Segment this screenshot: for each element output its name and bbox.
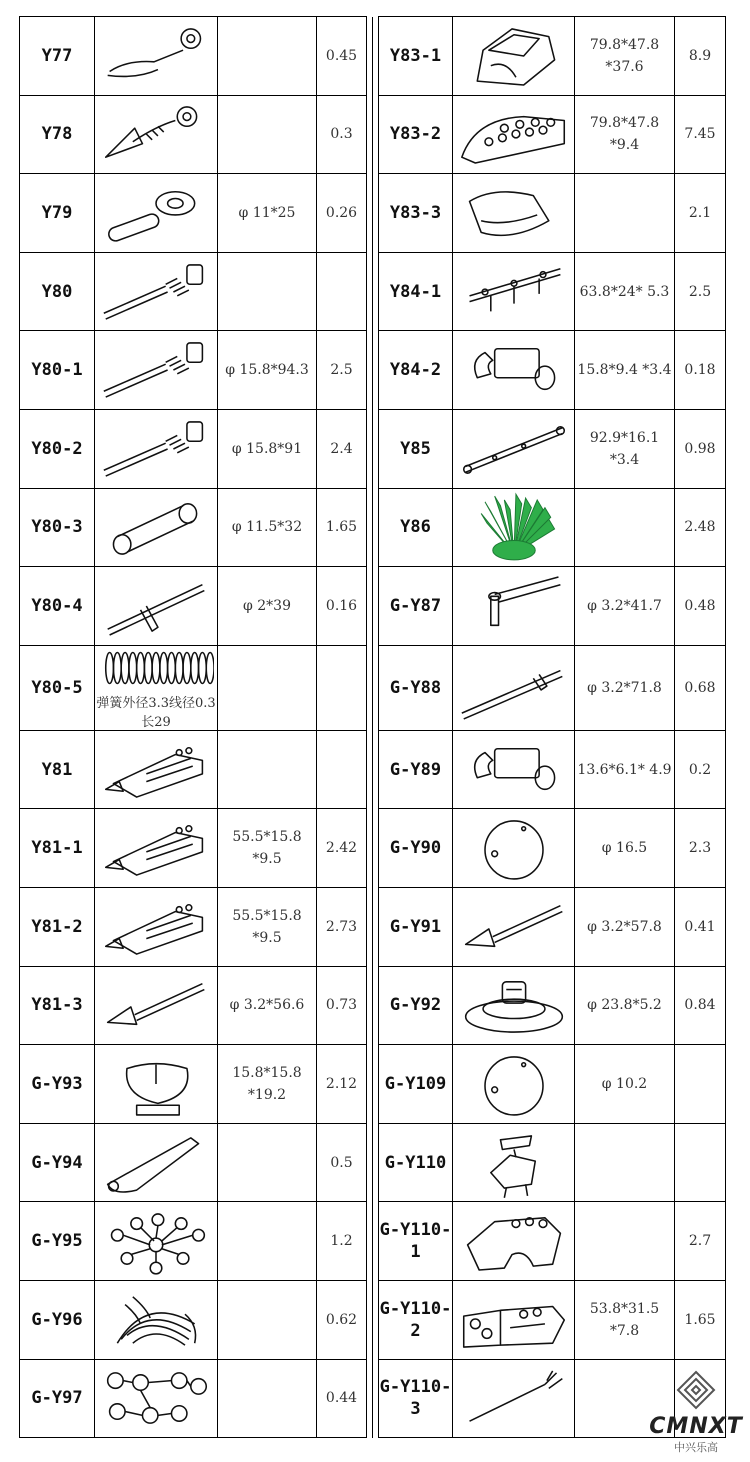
blaster-icon [98,891,214,963]
part-code: G-Y110-1 [379,1202,453,1281]
part-size: φ 16.5 [575,809,675,888]
part-weight: 2.48 [675,488,726,567]
part-size [218,1123,317,1202]
part-weight: 0.84 [675,966,726,1045]
part-size: 55.5*15.8 *9.5 [218,887,317,966]
part-image [95,488,218,567]
cockpit-icon [456,20,572,92]
arch-brick-icon [456,1205,572,1277]
part-weight [317,645,367,730]
part-image [453,887,575,966]
part-size: φ 3.2*41.7 [575,567,675,646]
part-image [453,730,575,809]
part-weight [675,1045,726,1124]
table-row [20,730,726,809]
part-code: Y83-2 [379,95,453,174]
part-weight: 2.7 [675,1202,726,1281]
threaded-rod-icon [98,256,214,328]
part-image [95,409,218,488]
part-code: G-Y89 [379,730,453,809]
horn-icon [98,1127,214,1199]
part-weight: 0.2 [675,730,726,809]
part-code: Y80-5 [20,645,95,730]
part-image [95,809,218,888]
part-weight: 7.45 [675,95,726,174]
clip-icon [456,734,572,806]
table-row [20,488,726,567]
part-image [453,1202,575,1281]
part-image [453,409,575,488]
sphere-icon [456,1048,572,1120]
dish-icon [456,969,572,1041]
part-code: G-Y110-2 [379,1280,453,1359]
part-size: 13.6*6.1* 4.9 [575,730,675,809]
part-image [95,17,218,96]
part-code: Y86 [379,488,453,567]
part-code: Y80-4 [20,567,95,646]
t-pin-icon [98,570,214,642]
bar-frame-icon [456,256,572,328]
part-code: G-Y90 [379,809,453,888]
part-image [453,1359,575,1438]
arrow-tip-icon [98,98,214,170]
part-weight: 0.5 [317,1123,367,1202]
watermark-logo-icon [676,1370,716,1410]
part-code: Y80 [20,252,95,331]
part-size: φ 3.2*57.8 [575,887,675,966]
spring-icon [98,646,214,690]
part-image [95,252,218,331]
bracket-icon [456,1127,572,1199]
part-code: G-Y94 [20,1123,95,1202]
tube-icon [98,491,214,563]
part-image [453,331,575,410]
part-image [453,17,575,96]
part-weight [317,252,367,331]
bowl-icon [98,1048,214,1120]
part-code: G-Y88 [379,645,453,730]
part-weight: 2.4 [317,409,367,488]
part-size [218,645,317,730]
part-weight: 0.44 [317,1359,367,1438]
part-image [95,567,218,646]
sphere-icon [456,812,572,884]
table-row [20,1202,726,1281]
part-weight: 2.5 [675,252,726,331]
part-code: G-Y87 [379,567,453,646]
part-code: G-Y95 [20,1202,95,1281]
flower-sprue-icon [98,1205,214,1277]
part-weight: 2.42 [317,809,367,888]
part-code: G-Y110 [379,1123,453,1202]
part-image [95,331,218,410]
part-size [575,174,675,253]
part-size: 79.8*47.8 *9.4 [575,95,675,174]
part-code: G-Y109 [379,1045,453,1124]
part-size [218,1280,317,1359]
part-size: φ 3.2*56.6 [218,966,317,1045]
antenna-icon [456,1362,572,1434]
table-row [20,1280,726,1359]
drill-tip-icon [98,969,214,1041]
part-code: G-Y97 [20,1359,95,1438]
part-size [575,488,675,567]
part-image [453,966,575,1045]
part-size: φ 15.8*91 [218,409,317,488]
part-code: G-Y110-3 [379,1359,453,1438]
parts-sheet [19,16,743,1438]
part-image [453,567,575,646]
part-image [95,95,218,174]
hinge-arm-icon [98,20,214,92]
part-weight: 2.73 [317,887,367,966]
part-image [95,1280,218,1359]
part-image [453,645,575,730]
part-code: Y81 [20,730,95,809]
long-bar-icon [456,652,572,724]
part-weight: 1.2 [317,1202,367,1281]
part-weight: 1.65 [675,1280,726,1359]
part-weight: 2.1 [675,174,726,253]
part-weight: 0.18 [675,331,726,410]
part-size: 55.5*15.8 *9.5 [218,809,317,888]
part-size [218,730,317,809]
part-image [95,730,218,809]
part-code: Y77 [20,17,95,96]
feather-icon [98,1284,214,1356]
part-image [453,1123,575,1202]
blaster-icon [98,812,214,884]
part-code: Y84-2 [379,331,453,410]
part-code: Y81-2 [20,887,95,966]
part-image [95,1045,218,1124]
part-size: φ 23.8*5.2 [575,966,675,1045]
table-row [20,966,726,1045]
part-weight [317,730,367,809]
part-weight: 0.16 [317,567,367,646]
plate-sprue-icon [98,1362,214,1434]
part-size: 15.8*15.8 *19.2 [218,1045,317,1124]
part-weight: 0.98 [675,409,726,488]
part-size: φ 10.2 [575,1045,675,1124]
part-size: 92.9*16.1 *3.4 [575,409,675,488]
part-size: 53.8*31.5 *7.8 [575,1280,675,1359]
part-weight: 0.41 [675,887,726,966]
part-size: φ 11.5*32 [218,488,317,567]
part-weight: 0.26 [317,174,367,253]
part-code: Y78 [20,95,95,174]
part-image [453,488,575,567]
part-size [218,17,317,96]
part-size [575,1123,675,1202]
part-weight: 2.12 [317,1045,367,1124]
part-image [95,1123,218,1202]
part-code: Y81-3 [20,966,95,1045]
part-image [453,1280,575,1359]
part-code: Y81-1 [20,809,95,888]
part-weight: 0.48 [675,567,726,646]
table-row [20,567,726,646]
part-image [453,252,575,331]
threaded-rod-icon [98,334,214,406]
table-row [20,174,726,253]
wedge-plate-icon [456,98,572,170]
l-bar-icon [456,570,572,642]
table-row [20,1123,726,1202]
table-row [20,17,726,96]
part-image [453,1045,575,1124]
part-size [575,1202,675,1281]
table-row [20,809,726,888]
part-code: G-Y91 [379,887,453,966]
table-row [20,645,726,730]
part-size [218,252,317,331]
part-code: G-Y92 [379,966,453,1045]
part-weight [675,1123,726,1202]
part-image [95,887,218,966]
part-code: G-Y93 [20,1045,95,1124]
part-code: Y84-1 [379,252,453,331]
part-size [218,1359,317,1438]
part-image [95,1202,218,1281]
part-image [453,95,575,174]
part-size: φ 3.2*71.8 [575,645,675,730]
part-image [95,966,218,1045]
drill-tip-icon [456,891,572,963]
part-size: φ 15.8*94.3 [218,331,317,410]
part-code: Y83-1 [379,17,453,96]
part-size: φ 11*25 [218,174,317,253]
part-code: Y83-3 [379,174,453,253]
part-weight: 8.9 [675,17,726,96]
part-weight: 0.62 [317,1280,367,1359]
ring-rod-icon [98,177,214,249]
part-weight: 2.5 [317,331,367,410]
watermark [648,1370,744,1458]
part-size: 15.8*9.4 *3.4 [575,331,675,410]
part-code: G-Y96 [20,1280,95,1359]
part-code: Y80-3 [20,488,95,567]
table-row [20,331,726,410]
part-code: Y80-1 [20,331,95,410]
part-image [453,174,575,253]
watermark-subtitle: 中兴乐高 [674,1441,718,1454]
rod-pair-icon [456,413,572,485]
watermark-brand: CMNXT [649,1414,743,1439]
table-row [20,1045,726,1124]
part-size: φ 2*39 [218,567,317,646]
frame-brick-icon [456,1284,572,1356]
part-image [453,809,575,888]
part-code: Y79 [20,174,95,253]
table-row [20,409,726,488]
green-plant-icon [456,491,572,563]
windshield-icon [456,177,572,249]
part-image [95,1359,218,1438]
part-weight: 0.3 [317,95,367,174]
part-code: Y80-2 [20,409,95,488]
part-weight: 0.45 [317,17,367,96]
spring-spec-note: 弹簧外径3.3线径0.3长29 [96,695,216,730]
part-weight: 0.68 [675,645,726,730]
part-size: 79.8*47.8 *37.6 [575,17,675,96]
part-size: 63.8*24* 5.3 [575,252,675,331]
table-row [20,1359,726,1438]
part-image [95,645,218,730]
part-size [218,95,317,174]
blaster-icon [98,734,214,806]
parts-table [19,16,726,1438]
table-row [20,252,726,331]
clip-icon [456,334,572,406]
part-weight: 1.65 [317,488,367,567]
part-image [95,174,218,253]
part-code: Y85 [379,409,453,488]
part-size [218,1202,317,1281]
part-weight: 0.73 [317,966,367,1045]
table-row [20,95,726,174]
part-weight: 2.3 [675,809,726,888]
table-row [20,887,726,966]
threaded-rod-icon [98,413,214,485]
